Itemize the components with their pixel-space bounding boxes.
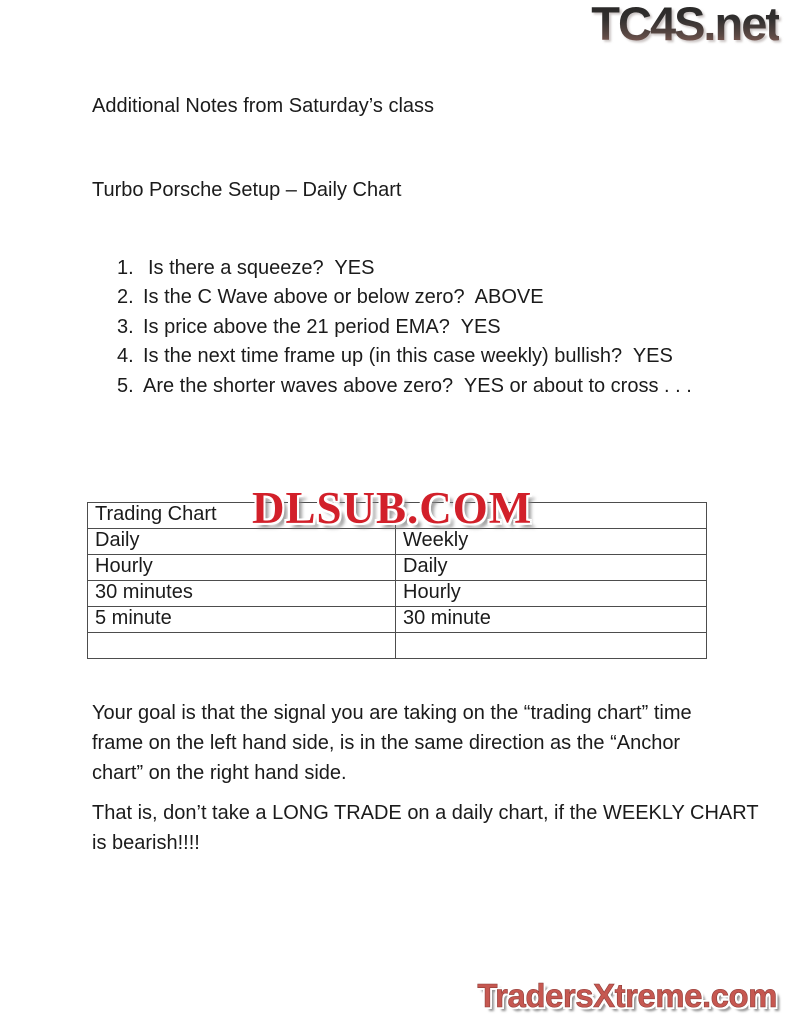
intro-line: Additional Notes from Saturday’s class <box>92 95 435 117</box>
table-row <box>88 633 707 659</box>
checklist-item <box>117 313 692 342</box>
paragraph-line: frame on the left hand side, is in the same direction as the “Anchor <box>92 732 681 754</box>
dlsub-watermark: DLSUB.COM <box>252 483 533 533</box>
checklist-item <box>117 283 692 312</box>
item-text: Are the shorter waves above zero? YES or about to cross . . . <box>143 374 692 397</box>
paragraph-line: chart” on the right hand side. <box>92 762 347 784</box>
table-cell: Weekly <box>396 529 707 555</box>
table-cell: 5 minute <box>88 607 396 633</box>
site-logo: TC4S.net <box>591 0 779 50</box>
checklist-item <box>117 372 692 401</box>
item-text: Is price above the 21 period EMA? YES <box>143 315 501 338</box>
item-text: Is there a squeeze? YES <box>148 257 375 279</box>
item-text: Is the next time frame up (in this case weekly) bullish? YES <box>143 345 673 368</box>
goal-paragraph <box>92 698 692 788</box>
table-cell: 30 minutes <box>88 581 396 607</box>
paragraph-line: is bearish!!!! <box>92 832 200 854</box>
paragraph-line: Your goal is that the signal you are taking on the “trading chart” time <box>92 702 692 724</box>
table-cell <box>396 633 707 659</box>
table-cell: Hourly <box>396 581 707 607</box>
tradersxtreme-watermark: TradersXtreme.com <box>477 977 777 1014</box>
table-cell <box>88 633 396 659</box>
section-title: Turbo Porsche Setup – Daily Chart <box>92 179 402 201</box>
item-number: 4. <box>117 345 134 368</box>
table-cell: 30 minute <box>396 607 707 633</box>
table-cell: Hourly <box>88 555 396 581</box>
item-number: 5. <box>117 374 134 397</box>
checklist-item <box>117 342 692 371</box>
table-cell-trading-chart: Trading Chart <box>88 503 396 529</box>
table-cell: Daily <box>88 529 396 555</box>
paragraph-line: That is, don’t take a LONG TRADE on a daily chart, if the WEEKLY CHART <box>92 802 759 824</box>
item-text: Is the C Wave above or below zero? ABOVE <box>143 286 544 309</box>
item-number: 3. <box>117 315 134 338</box>
table-cell: Daily <box>396 555 707 581</box>
warning-paragraph <box>92 798 759 858</box>
checklist-item <box>117 254 692 283</box>
table-row <box>88 607 707 633</box>
table-row <box>88 555 707 581</box>
item-number: 2. <box>117 286 134 309</box>
setup-checklist <box>117 254 692 401</box>
item-number: 1. <box>117 257 134 279</box>
table-row <box>88 581 707 607</box>
